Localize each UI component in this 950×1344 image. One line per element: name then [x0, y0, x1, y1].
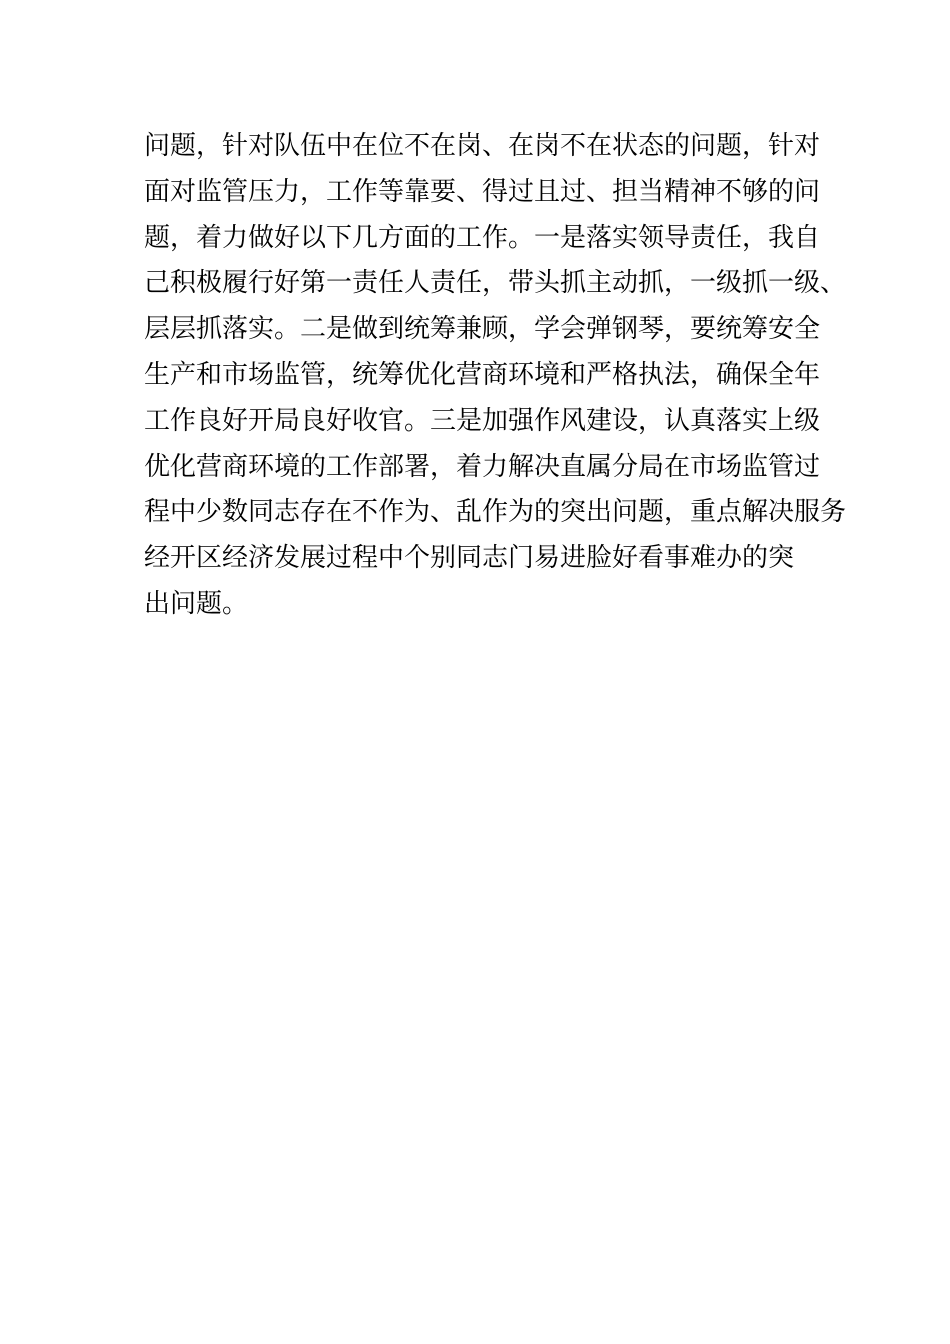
paragraph-line: 生产和市场监管，统筹优化营商环境和严格执法，确保全年 [144, 359, 821, 390]
paragraph-line: 面对监管压力，工作等靠要、得过且过、担当精神不够的问 [144, 176, 821, 207]
paragraph-line: 题，着力做好以下几方面的工作。一是落实领导责任，我自 [144, 222, 821, 253]
paragraph-line: 己积极履行好第一责任人责任，带头抓主动抓，一级抓一级、 [144, 268, 847, 299]
paragraph-line: 程中少数同志存在不作为、乱作为的突出问题，重点解决服务 [144, 497, 847, 528]
paragraph-line: 出问题。 [144, 588, 249, 619]
paragraph-line: 问题，针对队伍中在位不在岗、在岗不在状态的问题，针对 [144, 131, 821, 161]
paragraph-line: 优化营商环境的工作部署，着力解决直属分局在市场监管过 [144, 451, 821, 482]
body-paragraph [144, 124, 847, 628]
paragraph-line: 工作良好开局良好收官。三是加强作风建设，认真落实上级 [144, 405, 821, 436]
paragraph-line: 经开区经济发展过程中个别同志门易进脸好看事难办的突 [144, 543, 795, 574]
paragraph-line: 层层抓落实。二是做到统筹兼顾，学会弹钢琴，要统筹安全 [144, 314, 821, 345]
